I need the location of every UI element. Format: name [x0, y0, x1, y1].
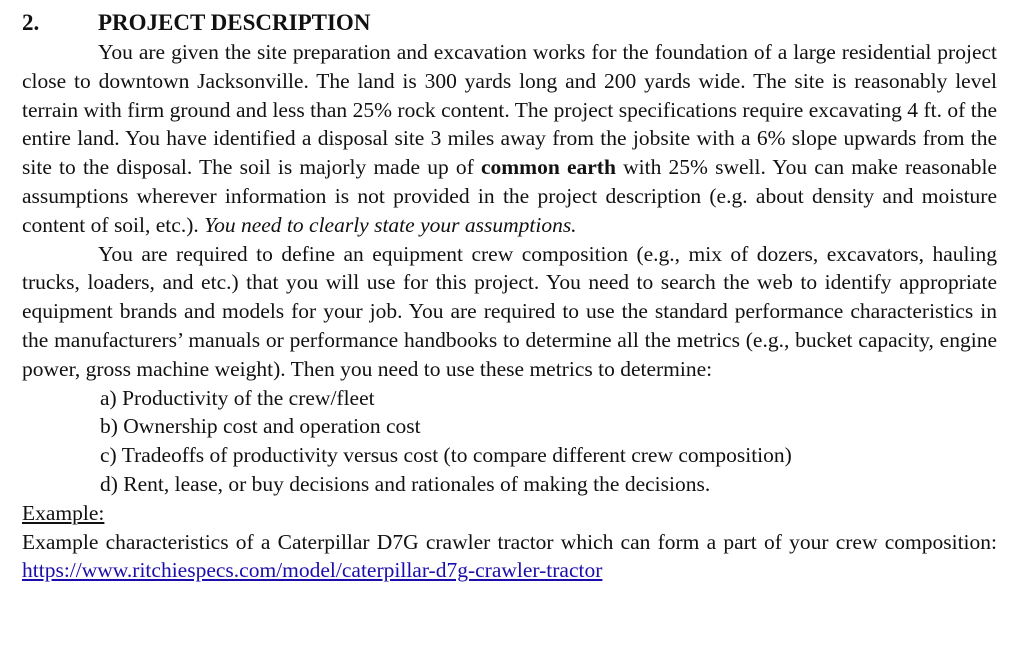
- paragraph-2-text: You are required to define an equipment crew composition (e.g., mix of dozers, excavators, hauling trucks, loaders, and etc.) that you will use for this project. You need to search the web to identify appropriate equipment brands and models for your job. You are required to use the standard performance characteristics in the manufacturers’ manuals or performance handbooks to determine all the metrics (e.g., bucket capacity, engine power, gross machine weight). Then you need to use these metrics to determine:: [22, 241, 997, 381]
- project-paragraph-1: [22, 38, 997, 240]
- example-paragraph: [22, 528, 997, 586]
- paragraph-1-bold-term: common earth: [480, 155, 616, 180]
- example-text: Example characteristics of a Caterpillar D7G crawler tractor which can form a part of your crew composition:: [22, 529, 997, 554]
- list-item: a) Productivity of the crew/fleet: [100, 385, 375, 410]
- paragraph-1-text-b: with 25% swell. You can make reasonable assumptions wherever information is not provided in the project description (e.g. about density and moisture content of soil, etc.).: [22, 155, 997, 237]
- section-number: 2.: [22, 10, 40, 35]
- deliverables-list: [22, 384, 997, 499]
- paragraph-1-text-a: You are given the site preparation and excavation works for the foundation of a large residential project close to downtown Jacksonville. The land is 300 yards long and 200 yards wide. The site is reasonably level terrain with firm ground and less than 25% rock content. The project specifications require excavating 4 ft. of the entire land. You have identified a disposal site 3 miles away from the jobsite with a 6% slope upwards from the site to the disposal. The soil is majorly made up of: [22, 40, 997, 180]
- section-title: PROJECT DESCRIPTION: [98, 10, 371, 35]
- ritchiespecs-link[interactable]: https://www.ritchiespecs.com/model/caterpillar-d7g-crawler-tractor: [22, 558, 603, 583]
- project-paragraph-2: [22, 240, 997, 384]
- paragraph-1-italic-note: You need to clearly state your assumptions.: [204, 212, 577, 237]
- list-item: b) Ownership cost and operation cost: [100, 414, 421, 439]
- example-heading: Example:: [22, 500, 105, 525]
- document-page: [22, 8, 997, 585]
- list-item: d) Rent, lease, or buy decisions and rationales of making the decisions.: [100, 471, 711, 496]
- list-item: c) Tradeoffs of productivity versus cost (to compare different crew composition): [100, 443, 792, 468]
- section-heading: [22, 8, 997, 38]
